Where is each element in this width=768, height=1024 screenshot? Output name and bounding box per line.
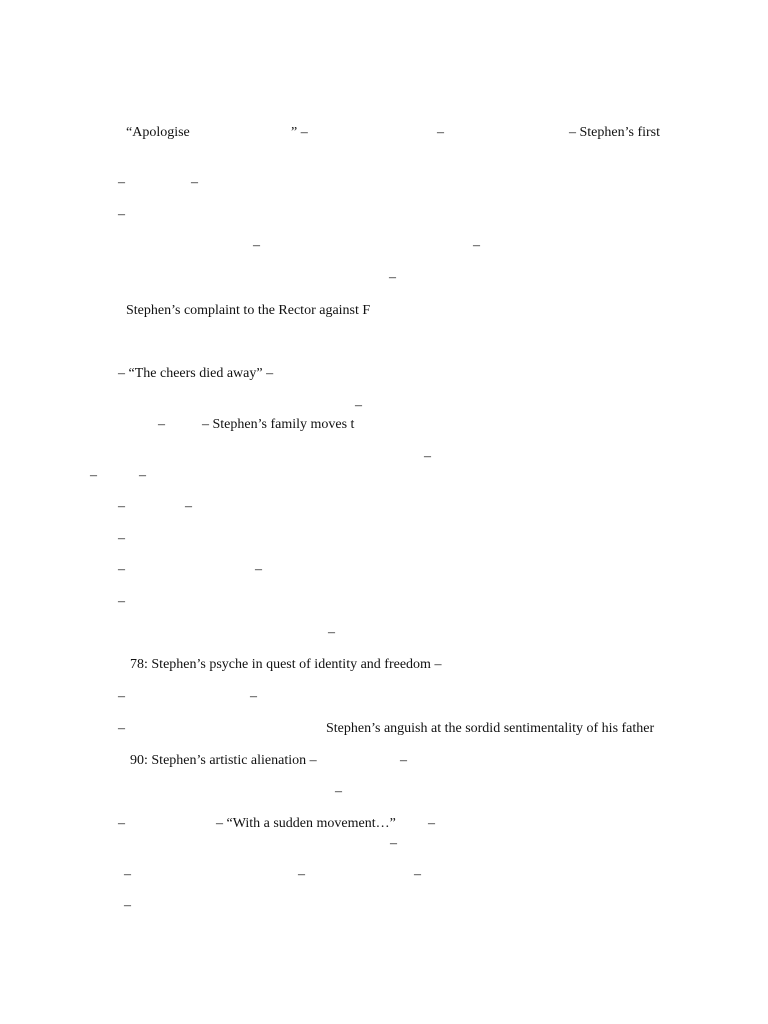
text-cheers-died-away: – “The cheers died away” –: [118, 366, 274, 381]
text-dash: –: [124, 898, 131, 913]
text-dash: –: [389, 270, 396, 285]
text-dash: –: [118, 721, 125, 736]
text-dash: –: [328, 625, 335, 640]
text-dash: –: [118, 689, 125, 704]
text-dash: –: [424, 449, 431, 464]
text-stephens-first: – Stephen’s first: [569, 125, 660, 140]
text-dash: –: [139, 468, 146, 483]
text-dash: –: [437, 125, 444, 140]
text-dash: –: [90, 468, 97, 483]
text-complaint-rector: Stephen’s complaint to the Rector against F: [126, 303, 371, 318]
text-dash: –: [158, 417, 165, 432]
text-dash: –: [253, 238, 260, 253]
text-dash: –: [118, 175, 125, 190]
text-dash: –: [428, 816, 435, 831]
text-dash: –: [118, 499, 125, 514]
text-dash: –: [118, 816, 125, 831]
text-dash: –: [335, 784, 342, 799]
text-artistic-alienation: 90: Stephen’s artistic alienation –: [130, 753, 317, 768]
text-dash: –: [298, 867, 305, 882]
text-dash: –: [400, 753, 407, 768]
text-sudden-movement: – “With a sudden movement…”: [216, 816, 396, 831]
text-dash: –: [255, 562, 262, 577]
text-family-moves: – Stephen’s family moves t: [202, 417, 355, 432]
text-dash: –: [118, 531, 125, 546]
text-dash: –: [250, 689, 257, 704]
text-dash: –: [124, 867, 131, 882]
text-dash: –: [390, 836, 397, 851]
text-psyche-quest: 78: Stephen’s psyche in quest of identity and freedom –: [130, 657, 442, 672]
text-fragment: ” –: [291, 125, 308, 140]
text-anguish-father: Stephen’s anguish at the sordid sentimentality of his father: [326, 721, 655, 736]
text-dash: –: [355, 398, 362, 413]
text-dash: –: [414, 867, 421, 882]
text-dash: –: [185, 499, 192, 514]
text-dash: –: [191, 175, 198, 190]
text-apologise: “Apologise: [126, 125, 190, 140]
text-dash: –: [118, 594, 125, 609]
text-dash: –: [118, 562, 125, 577]
text-dash: –: [473, 238, 480, 253]
text-dash: –: [118, 207, 125, 222]
